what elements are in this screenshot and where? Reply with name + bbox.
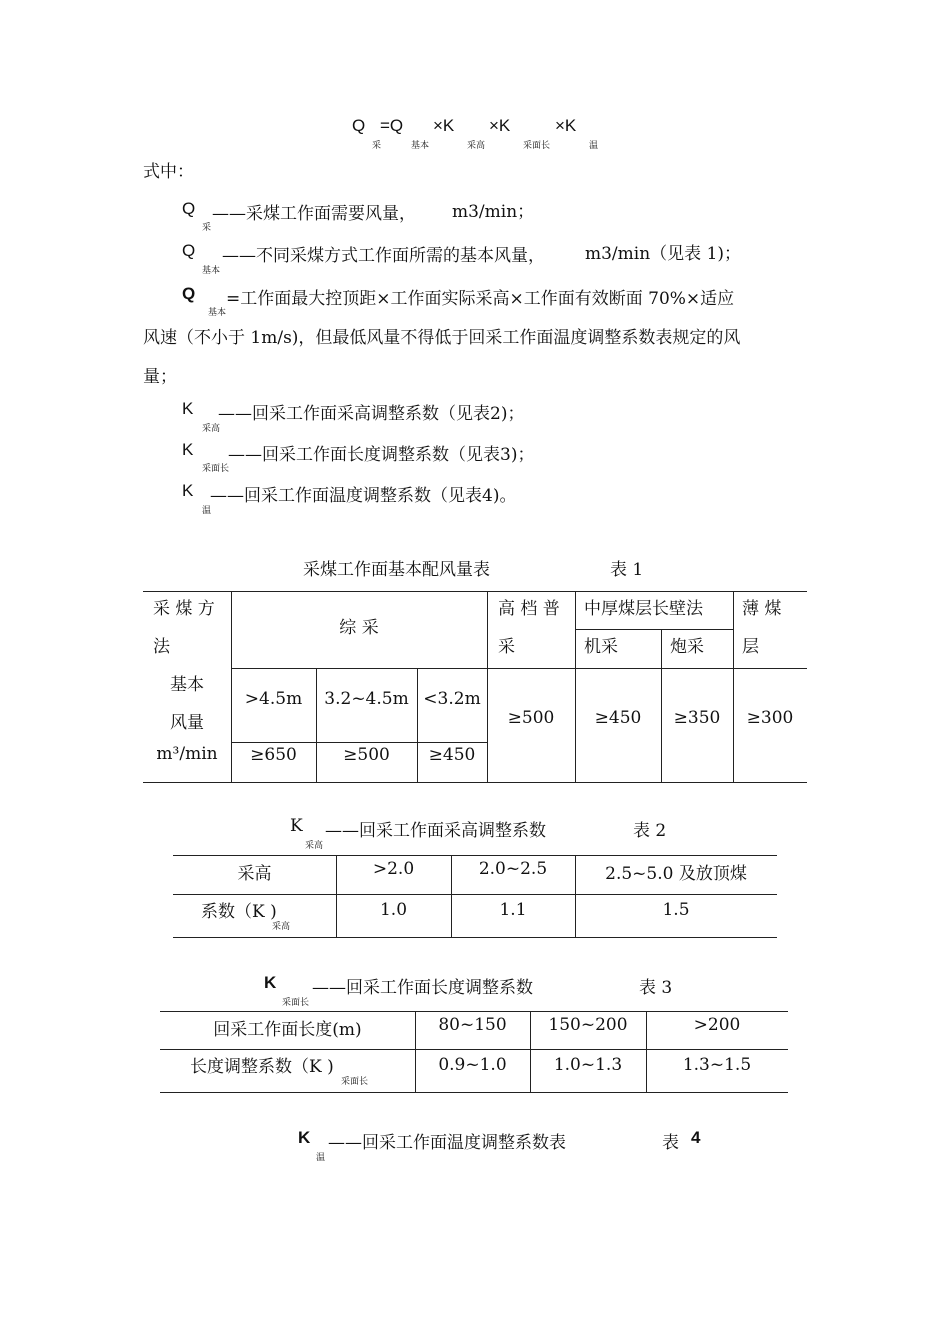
t2-cell: 1.5 [662,900,690,920]
t1-cell: >4.5m [244,689,303,709]
table3-caption-symbol: K [264,973,277,992]
t1-cell: ≥350 [673,708,721,728]
table4-caption-sub: 温 [316,1153,326,1163]
def-sub: 采高 [202,424,221,434]
table4-caption: ——回采工作面温度调整系数表 [328,1133,566,1153]
t1-row-label: 风量 [170,713,204,733]
t1-cell: ≥450 [594,708,642,728]
table3-tag: 表 3 [639,978,673,998]
table2-caption: ——回采工作面采高调整系数 [325,821,546,841]
where-label: 式中： [143,162,194,182]
table4-caption-symbol: K [298,1128,311,1147]
table4-tag-number: 4 [691,1128,701,1147]
table1-tag: 表 1 [610,560,644,580]
formula-sub: 基本 [411,141,430,151]
formula-sub: 采面长 [523,141,551,151]
t1-header-method: 法 [153,637,170,657]
t3-row-label: 长度调整系数（K ) [190,1057,334,1077]
formula-sub: 采 [372,141,382,151]
t1-header-jicai: 机采 [584,637,618,657]
table4-tag: 表 [662,1133,679,1153]
def-sub: 采面长 [202,464,230,474]
def-sub: 采 [202,223,212,233]
t1-header-gaodang: 高 档 普 [498,599,560,619]
t3-cell: 1.3~1.5 [682,1055,752,1075]
def-text: ——回采工作面采高调整系数（见表2)； [218,404,525,424]
formula-term: =Q [380,116,404,135]
t1-header-bo: 层 [742,637,759,657]
table2-tag: 表 2 [633,821,667,841]
t3-header: 回采工作面长度(m) [213,1020,362,1040]
def-text: ——不同采煤方式工作面所需的基本风量， [222,246,545,266]
def-symbol: K [182,399,194,418]
t1-header-gaodang: 采 [498,637,515,657]
t2-header: >2.0 [372,859,415,879]
table1-caption: 采煤工作面基本配风量表 [303,560,490,580]
t1-header-method: 采 煤 方 [153,599,215,619]
t3-header: 150~200 [548,1015,628,1035]
formula-sub: 温 [589,141,599,151]
def-text: ——回采工作面长度调整系数（见表3)； [228,445,535,465]
t3-header: 80~150 [438,1015,507,1035]
t3-header: >200 [693,1015,741,1035]
t1-header-zongcai: 综 采 [339,618,379,638]
def-unit: m3/min（见表 1)； [585,244,742,264]
def-text: 量； [143,367,177,387]
def-symbol: Q [182,199,196,218]
def-unit: m3/min； [452,202,535,222]
def-symbol: K [182,481,194,500]
t1-cell: ≥650 [250,745,297,765]
formula-term: ×K [555,116,577,135]
def-symbol: Q [182,241,196,260]
table3-caption: ——回采工作面长度调整系数 [312,978,533,998]
table3-caption-sub: 采面长 [282,998,310,1008]
t1-cell: ≥300 [746,708,794,728]
t1-cell: 3.2~4.5m [324,689,409,709]
def-text: ——回采工作面温度调整系数（见表4)。 [210,486,517,506]
t2-cell: 1.1 [499,900,527,920]
formula-term: ×K [489,116,511,135]
t2-cell: 1.0 [379,900,408,920]
t1-cell: <3.2m [423,689,481,709]
formula-term: ×K [433,116,455,135]
t2-header: 2.5~5.0 及放顶煤 [605,864,747,884]
t1-row-label: m³/min [156,744,218,764]
formula-sub: 采高 [467,141,486,151]
t1-row-label: 基本 [170,675,204,695]
formula-q: Q [352,116,366,135]
def-symbol: Q [182,284,196,303]
def-text: 风速（不小于 1m/s)，但最低风量不得低于回采工作面温度调整系数表规定的风 [143,328,741,348]
t1-header-bo: 薄 煤 [742,599,782,619]
def-sub: 基本 [208,308,227,318]
table2-caption-symbol: K [290,816,303,836]
def-text: ——采煤工作面需要风量， [212,204,416,224]
t2-header: 2.0~2.5 [478,859,548,879]
t3-cell: 0.9~1.0 [438,1055,507,1075]
def-text: =工作面最大控顶距×工作面实际采高×工作面有效断面 70%×适应 [226,289,735,309]
table2-caption-sub: 采高 [305,841,324,851]
def-symbol: K [182,440,194,459]
t2-row-label: 系数（K ) [201,902,277,922]
t3-cell: 1.0~1.3 [553,1055,623,1075]
def-sub: 温 [202,506,212,516]
def-sub: 基本 [202,266,221,276]
t2-header: 采高 [237,864,272,884]
t1-cell: ≥500 [507,708,555,728]
t1-cell: ≥450 [428,745,476,765]
t3-row-label-sub: 采面长 [341,1077,369,1087]
t1-cell: ≥500 [343,745,390,765]
t1-header-paocai: 炮采 [670,637,704,657]
t2-row-label-sub: 采高 [272,922,291,932]
t1-header-zhonghou: 中厚煤层长壁法 [584,599,703,619]
